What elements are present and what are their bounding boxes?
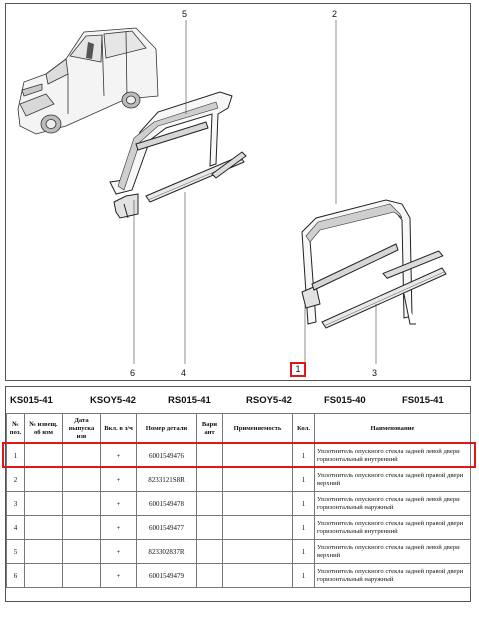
- cell-qty: 1: [293, 564, 315, 588]
- cell-included: +: [101, 468, 137, 492]
- parts-diagram: [5, 3, 471, 381]
- cell-name: Уплотнитель опускного стекла задней правой двери верхний: [315, 468, 471, 492]
- cell-name: Уплотнитель опускного стекла задней левой двери горизонтальный наружный: [315, 492, 471, 516]
- cell-applicability: [223, 540, 293, 564]
- cell-date: [63, 564, 101, 588]
- model-code: FS015-40: [324, 395, 366, 406]
- callout-4: 4: [181, 368, 187, 378]
- cell-applicability: [223, 492, 293, 516]
- header-name: Наименование: [315, 414, 471, 444]
- cell-variant: [197, 540, 223, 564]
- cell-pos: 6: [7, 564, 25, 588]
- header-notice: № извещ. об изм: [25, 414, 63, 444]
- table-row[interactable]: [7, 492, 471, 516]
- table-row[interactable]: [7, 516, 471, 540]
- cell-applicability: [223, 516, 293, 540]
- header-part-number: Номер детали: [137, 414, 197, 444]
- model-code: RS015-41: [168, 395, 211, 406]
- cell-notice: [25, 468, 63, 492]
- model-code: KS015-41: [10, 395, 53, 406]
- cell-variant: [197, 468, 223, 492]
- cell-applicability: [223, 564, 293, 588]
- cell-included: +: [101, 540, 137, 564]
- cell-applicability: [223, 444, 293, 468]
- cell-notice: [25, 492, 63, 516]
- cell-name: Уплотнитель опускного стекла задней правой двери горизонтальный наружный: [315, 564, 471, 588]
- cell-qty: 1: [293, 492, 315, 516]
- model-codes: [6, 387, 470, 414]
- table-row[interactable]: [7, 540, 471, 564]
- cell-qty: 1: [293, 516, 315, 540]
- cell-name: Уплотнитель опускного стекла задней левой двери горизонтальный внутренний: [315, 444, 471, 468]
- table-row[interactable]: [7, 564, 471, 588]
- cell-pos: 1: [7, 444, 25, 468]
- parts-table: [6, 413, 471, 588]
- table-row[interactable]: [7, 444, 471, 468]
- parts-table-panel: [5, 386, 471, 602]
- cell-included: +: [101, 444, 137, 468]
- cell-qty: 1: [293, 444, 315, 468]
- cell-part-number: 6001549477: [137, 516, 197, 540]
- cell-notice: [25, 540, 63, 564]
- model-code: FS015-41: [402, 395, 444, 406]
- header-included: Вкл. в з/ч: [101, 414, 137, 444]
- cell-qty: 1: [293, 468, 315, 492]
- cell-date: [63, 492, 101, 516]
- callout-2: 2: [332, 9, 338, 19]
- cell-part-number: 823302837R: [137, 540, 197, 564]
- header-qty: Кол.: [293, 414, 315, 444]
- callout-5: 5: [182, 9, 188, 19]
- cell-part-number: 6001549479: [137, 564, 197, 588]
- header-applicability: Применяемость: [223, 414, 293, 444]
- cell-name: Уплотнитель опускного стекла задней левой двери верхний: [315, 540, 471, 564]
- cell-variant: [197, 564, 223, 588]
- callout-6: 6: [130, 368, 136, 378]
- cell-variant: [197, 516, 223, 540]
- header-pos: № поз.: [7, 414, 25, 444]
- cell-included: +: [101, 564, 137, 588]
- cell-pos: 5: [7, 540, 25, 564]
- cell-part-number: 6001549476: [137, 444, 197, 468]
- cell-variant: [197, 492, 223, 516]
- header-date: Дата выпуска изв: [63, 414, 101, 444]
- cell-date: [63, 444, 101, 468]
- cell-date: [63, 516, 101, 540]
- cell-notice: [25, 564, 63, 588]
- cell-part-number: 6001549478: [137, 492, 197, 516]
- cell-notice: [25, 516, 63, 540]
- cell-included: +: [101, 492, 137, 516]
- cell-date: [63, 540, 101, 564]
- cell-qty: 1: [293, 540, 315, 564]
- table-row[interactable]: [7, 468, 471, 492]
- callout-1[interactable]: 1: [295, 364, 301, 374]
- cell-notice: [25, 444, 63, 468]
- cell-included: +: [101, 516, 137, 540]
- cell-name: Уплотнитель опускного стекла задней правой двери горизонтальный внутренний: [315, 516, 471, 540]
- callout-3: 3: [372, 368, 378, 378]
- seal-set-left: [110, 92, 246, 218]
- table-header-row: [7, 414, 471, 444]
- model-code: RSOY5-42: [246, 395, 292, 406]
- car-illustration: [18, 28, 158, 134]
- diagram-drawing: [6, 4, 472, 382]
- header-variant: Вари ант: [197, 414, 223, 444]
- cell-variant: [197, 444, 223, 468]
- model-code: KSOY5-42: [90, 395, 136, 406]
- cell-applicability: [223, 468, 293, 492]
- cell-date: [63, 468, 101, 492]
- cell-pos: 4: [7, 516, 25, 540]
- cell-pos: 2: [7, 468, 25, 492]
- cell-part-number: 8233121S8R: [137, 468, 197, 492]
- cell-pos: 3: [7, 492, 25, 516]
- seal-set-right: [302, 200, 446, 328]
